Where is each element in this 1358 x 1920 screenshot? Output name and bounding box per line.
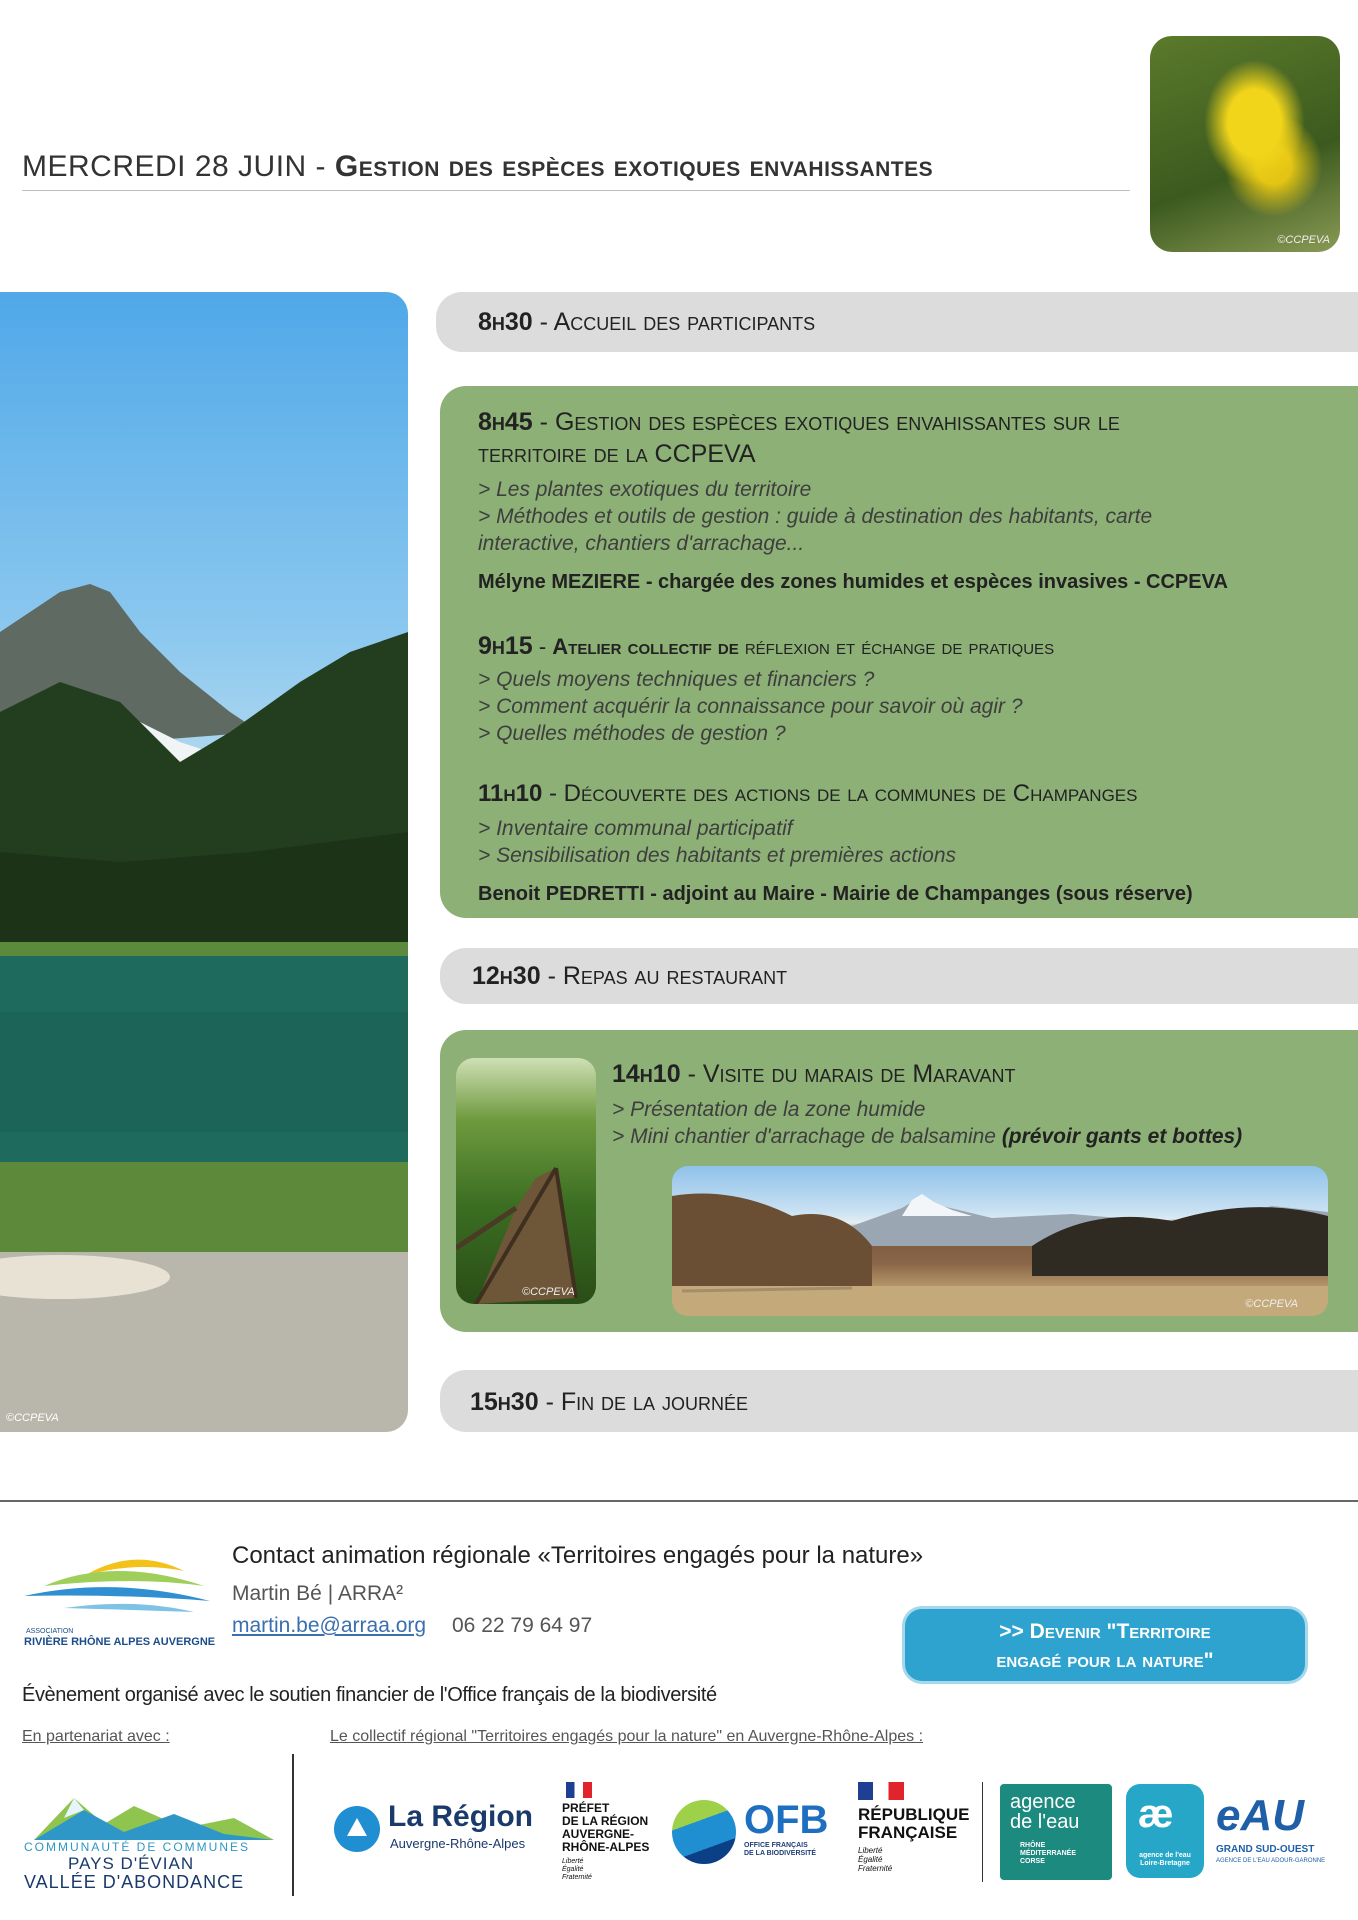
slot-time: 14h10 — [612, 1060, 681, 1088]
title-separator: - — [306, 150, 335, 183]
cta-line1: >> Devenir "Territoire — [999, 1620, 1211, 1643]
goldenrod-photo — [1150, 36, 1340, 252]
devise-text: Liberté Égalité Fraternité — [562, 1858, 592, 1881]
boardwalk-photo — [456, 1058, 596, 1304]
footer-divider — [0, 1500, 1358, 1502]
slot-visit-title — [612, 1060, 1016, 1089]
footer-vertical-divider — [292, 1754, 294, 1896]
slot-visit-items — [612, 1096, 1352, 1150]
slot-time: 12h30 — [472, 962, 541, 990]
slot-time: 8h45 — [478, 408, 533, 436]
slot-label: Découverte des actions de la communes de Champanges — [563, 780, 1138, 807]
ofb-logo-sub: OFFICE FRANÇAIS DE LA BIODIVERSITÉ — [744, 1842, 817, 1857]
slot-champanges-title — [478, 780, 1137, 808]
republique-francaise-logo — [858, 1782, 968, 1882]
cta-line2: engagé pour la nature" — [996, 1649, 1214, 1672]
slot-ees-items — [478, 476, 1338, 557]
slot-lunch-title — [472, 962, 787, 991]
slot-champanges-items — [478, 815, 1338, 869]
ccpeva-logo-line1: COMMUNAUTÉ DE COMMUNES — [24, 1840, 250, 1854]
ae-icon: æ — [1138, 1792, 1174, 1836]
slot-sep: - — [680, 1060, 703, 1088]
list-item: > Comment acquérir la connaissance pour savoir où agir ? — [478, 695, 1023, 718]
eau-logo-name: eAU — [1216, 1791, 1305, 1840]
prefet-text: PRÉFET DE LA RÉGION AUVERGNE- RHÔNE-ALPES — [562, 1801, 650, 1854]
flag-icon — [566, 1782, 592, 1798]
slot-label-bold: Atelier collectif de — [552, 634, 739, 659]
funding-notice: Évènement organisé avec le soutien financier de l'Office français de la biodiversité — [22, 1684, 717, 1706]
lake-landscape-photo — [0, 292, 408, 1432]
list-item: > Quels moyens techniques et financiers ? — [478, 668, 875, 691]
slot-sep: - — [540, 962, 563, 990]
speaker: Benoit PEDRETTI - adjoint au Maire - Mairie de Champanges (sous réserve) — [478, 883, 1193, 905]
prefet-logo — [562, 1782, 654, 1882]
devise-text: Liberté Égalité Fraternité — [858, 1846, 893, 1873]
event-date: MERCREDI 28 JUIN — [22, 150, 307, 183]
agence-rmc-logo — [1000, 1784, 1112, 1880]
slot-label: Visite du marais de Maravant — [702, 1060, 1016, 1088]
region-logo-name: La Région — [388, 1800, 534, 1833]
arraa-logo-small: ASSOCIATION — [26, 1628, 74, 1635]
header-divider — [22, 190, 1130, 191]
slot-ees-title — [478, 408, 1120, 437]
slot-time: 15h30 — [470, 1388, 539, 1416]
collective-label: Le collectif régional "Territoires engagés pour la nature" en Auvergne-Rhône-Alpes : — [330, 1728, 924, 1745]
slot-label: Repas au restaurant — [562, 962, 788, 990]
list-item-text: > Mini chantier d'arrachage de balsamine — [612, 1125, 1002, 1148]
ofb-logo-icon — [672, 1800, 736, 1864]
slot-sep: - — [542, 780, 564, 807]
ccpeva-logo — [24, 1788, 284, 1892]
list-item: > Quelles méthodes de gestion ? — [478, 722, 786, 745]
eau-grand-sud-ouest-logo — [1214, 1792, 1332, 1872]
region-logo-sub: Auvergne-Rhône-Alpes — [390, 1836, 526, 1851]
slot-workshop-title — [478, 632, 1054, 661]
slot-label: Gestion des espèces exotiques envahissantes sur le — [554, 408, 1120, 436]
slot-sep: - — [538, 1388, 561, 1416]
agence-rmc-sub: RHÔNE MÉDITERRANÉE CORSE — [1020, 1842, 1077, 1865]
ccpeva-logo-line2: PAYS D'ÉVIAN — [68, 1854, 195, 1873]
arraa-logo — [24, 1546, 216, 1656]
contact-email-link[interactable]: martin.be@arraa.org — [232, 1614, 427, 1637]
slot-label: réflexion et échange de pratiques — [738, 634, 1055, 659]
list-item: > Méthodes et outils de gestion : guide à destination des habitants, carte — [478, 505, 1153, 528]
logo-divider — [982, 1782, 983, 1882]
list-item-emphasis: (prévoir gants et bottes) — [1001, 1125, 1243, 1148]
agence-rmc-text: agence de l'eau — [1010, 1791, 1080, 1833]
slot-time: 8h30 — [478, 308, 533, 336]
slot-label: Accueil des participants — [553, 308, 816, 336]
become-territory-button[interactable] — [902, 1606, 1308, 1684]
contact-title: Contact animation régionale «Territoires engagés pour la nature» — [232, 1542, 924, 1569]
speaker: Mélyne MEZIERE - chargée des zones humides et espèces invasives - CCPEVA — [478, 571, 1228, 593]
marsh-panorama-photo — [672, 1166, 1328, 1316]
list-item: interactive, chantiers d'arrachage... — [478, 532, 805, 555]
photo-credit: ©CCPEVA — [1245, 1298, 1298, 1310]
agence-loire-bretagne-logo — [1126, 1784, 1204, 1878]
slot-sep: - — [532, 634, 553, 659]
list-item — [612, 1123, 1352, 1150]
eau-logo-sub: GRAND SUD-OUEST — [1216, 1844, 1315, 1855]
landscape-credit: ©CCPEVA — [6, 1412, 59, 1424]
list-item: > Inventaire communal participatif — [478, 817, 793, 840]
slot-sep: - — [532, 408, 555, 436]
arraa-logo-text: RIVIÈRE RHÔNE ALPES AUVERGNE — [24, 1636, 216, 1648]
partner-label: En partenariat avec : — [22, 1728, 170, 1745]
agence-lb-text: agence de l'eau Loire-Bretagne — [1139, 1852, 1191, 1867]
rf-text: RÉPUBLIQUE FRANÇAISE — [858, 1805, 970, 1842]
ofb-logo — [672, 1800, 842, 1870]
contact-phone: 06 22 79 64 97 — [452, 1614, 593, 1637]
slot-time: 9h15 — [478, 632, 533, 660]
slot-welcome-title — [478, 308, 815, 337]
event-subject: Gestion des espèces exotiques envahissantes — [334, 150, 934, 183]
photo-credit: ©CCPEVA — [1277, 234, 1330, 246]
list-item: > Présentation de la zone humide — [612, 1098, 926, 1121]
page-title — [22, 150, 933, 184]
slot-end-title — [470, 1388, 748, 1417]
slot-label: Fin de la journée — [560, 1388, 748, 1416]
eau-logo-sub2: AGENCE DE L'EAU ADOUR-GARONNE — [1216, 1858, 1326, 1864]
region-logo — [334, 1800, 548, 1860]
region-logo-icon — [334, 1806, 380, 1852]
slot-ees-title-line2: territoire de la CCPEVA — [478, 440, 756, 468]
ofb-logo-name: OFB — [744, 1798, 829, 1842]
slot-sep: - — [532, 308, 554, 336]
list-item: > Sensibilisation des habitants et premières actions — [478, 844, 957, 867]
photo-credit: ©CCPEVA — [522, 1286, 575, 1298]
slot-workshop-items — [478, 666, 1338, 747]
ccpeva-logo-line3: VALLÉE D'ABONDANCE — [24, 1872, 245, 1892]
contact-name: Martin Bé | ARRA² — [232, 1582, 404, 1605]
slot-time: 11h10 — [478, 780, 543, 807]
flag-icon — [858, 1782, 904, 1800]
list-item: > Les plantes exotiques du territoire — [478, 478, 812, 501]
